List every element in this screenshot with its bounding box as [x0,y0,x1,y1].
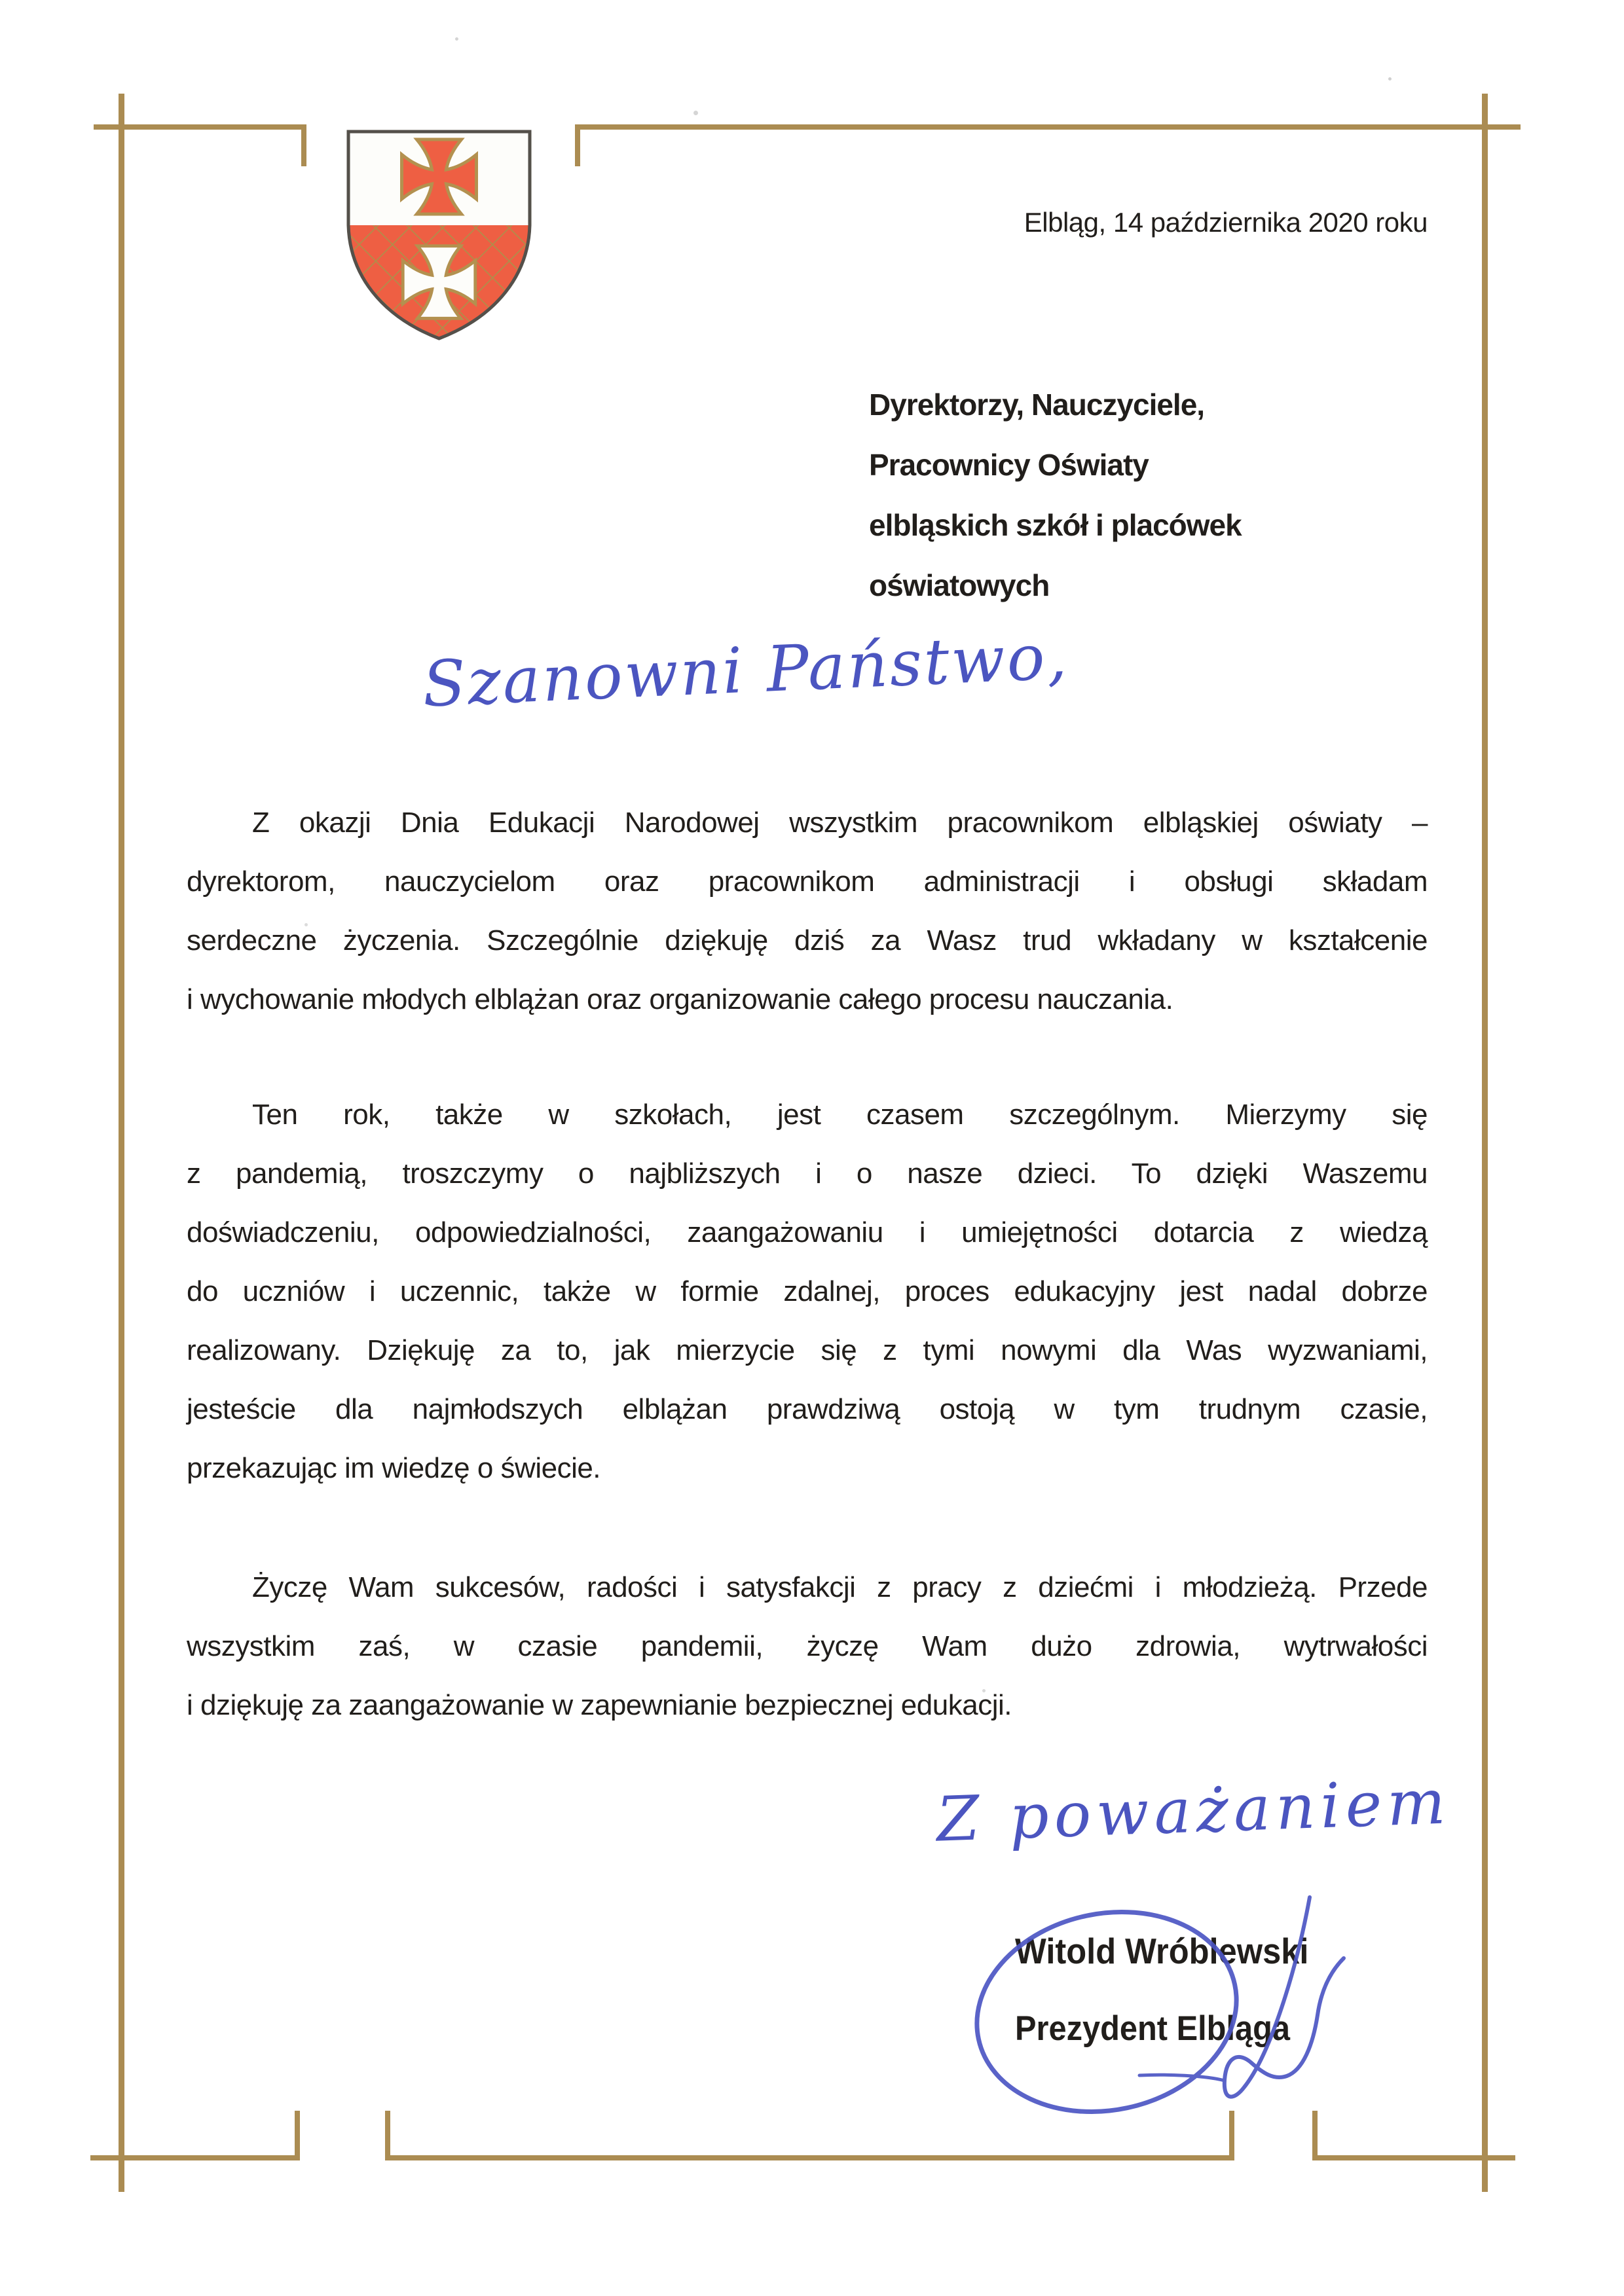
frame-top-right-tick [575,124,580,166]
signature-stroke [1225,1897,1344,2097]
paragraph [187,793,1428,1029]
recipient-line: Dyrektorzy, Nauczyciele, [869,388,1205,422]
recipient-line: Pracownicy Oświaty [869,448,1149,482]
body-line: Ten rok, także w szkołach, jest czasem szczególnym. Mierzymy się [252,1099,1428,1131]
recipient-block [869,374,1458,615]
body-line: realizowany. Dziękuję za to, jak mierzycie się z tymi nowymi dla Was wyzwaniami, [187,1334,1428,1366]
date-line: Elbląg, 14 października 2020 roku [1024,207,1428,238]
elblag-coat-of-arms-icon [342,127,536,344]
handwritten-closing: Z poważaniem [935,1766,1452,1856]
frame-bottom-middle-rule [385,2155,1234,2160]
signatory-title: Prezydent Elbląga [1015,2009,1291,2048]
body-line: doświadczeniu, odpowiedzialności, zaangażowaniu i umiejętności dotarcia z wiedzą [187,1216,1428,1248]
body-line: Życzę Wam sukcesów, radości i satysfakcji z pracy z dziećmi i młodzieżą. Przede [252,1571,1428,1603]
body-line: przekazując im wiedzę o świecie. [187,1452,601,1484]
frame-bottom-left-tick [295,2111,300,2155]
recipient-line: elbląskich szkół i placówek [869,508,1242,542]
signature-loop [958,1889,1255,2136]
body-line: Z okazji Dnia Edukacji Narodowej wszystkim pracownikom elbląskiej oświaty – [252,807,1428,839]
body-line: i dziękuję za zaangażowanie w zapewnianie bezpiecznej edukacji. [187,1689,1012,1721]
body-line: serdeczne życzenia. Szczególnie dziękuję dziś za Wasz trud wkładany w kształcenie [187,924,1428,957]
frame-top-left-tick [301,124,306,166]
handwritten-signature-icon [943,1884,1375,2140]
signatory-name: Witold Wróblewski [1015,1931,1309,1971]
frame-bottom-middle-left-tick [385,2111,390,2155]
paragraph [187,1085,1428,1498]
body-line: dyrektorom, nauczycielom oraz pracownikom administracji i obsługi składam [187,866,1428,898]
frame-top-left-rule [94,124,306,130]
frame-right-vertical-rule [1482,94,1488,2192]
body-line: i wychowanie młodych elblążan oraz organizowanie całego procesu nauczania. [187,983,1173,1015]
signature-underline-stroke [1139,2075,1225,2081]
recipient-line: oświatowych [869,568,1050,602]
body-line: z pandemią, troszczymy o najbliższych i o nasze dzieci. To dzięki Waszemu [187,1157,1428,1190]
frame-bottom-left-rule [90,2155,300,2160]
body-line: wszystkim zaś, w czasie pandemii, życzę Wam dużo zdrowia, wytrwałości [187,1630,1428,1662]
handwritten-greeting: Szanowni Państwo, [421,619,1071,721]
paragraph [187,1558,1428,1735]
body-line: do uczniów i uczennic, także w formie zdalnej, proces edukacyjny jest nadal dobrze [187,1275,1428,1307]
frame-left-vertical-rule [119,94,124,2192]
body-line: jesteście dla najmłodszych elblążan prawdziwą ostoją w tym trudnym czasie, [187,1393,1428,1425]
frame-top-right-rule [575,124,1521,130]
frame-bottom-right-rule [1312,2155,1515,2160]
